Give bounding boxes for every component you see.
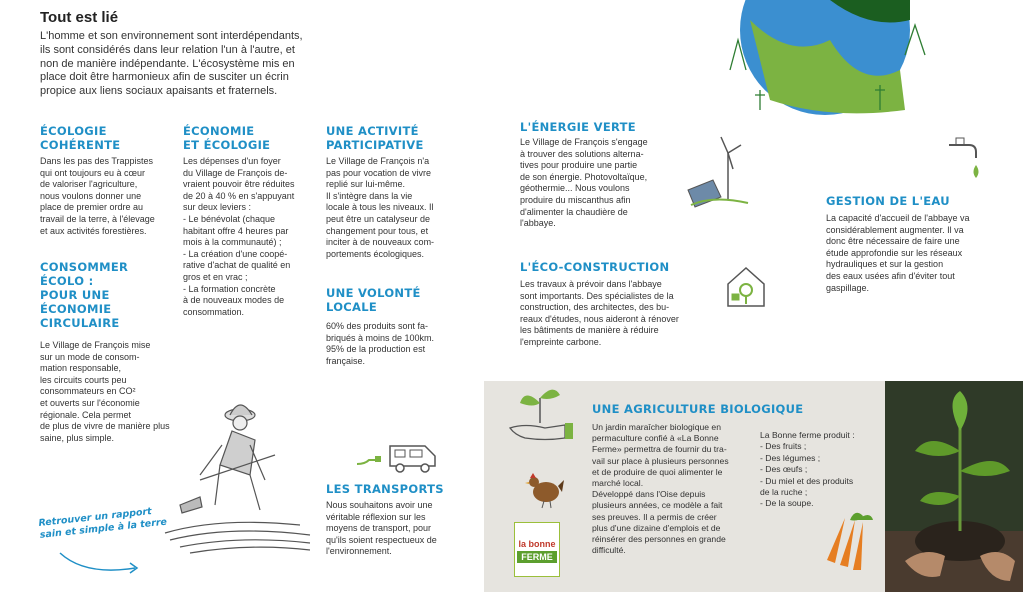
page-title: Tout est lié: [40, 9, 119, 26]
heading-agriculture: UNE AGRICULTURE BIOLOGIQUE: [592, 402, 804, 416]
heading-eco-construction: L'ÉCO-CONSTRUCTION: [520, 260, 670, 274]
heading-energie: L'ÉNERGIE VERTE: [520, 120, 636, 134]
eco-house-icon: [722, 264, 770, 310]
heading-ecologie: ÉCOLOGIE COHÉRENTE: [40, 124, 121, 152]
heading-transports: LES TRANSPORTS: [326, 482, 444, 496]
chicken-icon: [524, 470, 564, 510]
logo-line2: FERME: [517, 551, 557, 563]
text-ecologie: Dans les pas des Trappistes qui ont toujours eu à cœur de valoriser l'agriculture, nous voulons donner une place de premier ordre au travail de la terre, à l'élevage et aux activités forestières.: [40, 156, 155, 236]
heading-consommer: CONSOMMER ÉCOLO : POUR UNE ÉCONOMIE CIRCULAIRE: [40, 260, 129, 330]
intro-text: L'homme et son environnement sont interdépendants, ils sont considérés dans leur relation l'un à l'autre, et non de manière indépendante. L'écosystème mis en place doit être harmonieux afin de susciter un écrin propice aux liens sociaux apaisants et fraternels.: [40, 30, 303, 98]
text-energie: Le Village de François s'engage à trouver des solutions alterna- tives pour produire une partie de son énergie. Photovoltaïque, géothermie... Nous voulons produire du miscanthus afin d'alimenter la chaudière de l'abbaye.: [520, 137, 648, 229]
handwritten-note: Retrouver un rapport sain et simple à la terre: [38, 506, 168, 541]
tomato-plant-icon: [885, 381, 1023, 592]
text-agriculture-right: La Bonne ferme produit : - Des fruits ; - Des légumes ; - Des œufs ; - Du miel et des produits de la ruche ; - De la soupe.: [760, 430, 855, 509]
text-agriculture-left: Un jardin maraîcher biologique en permaculture confié à «La Bonne Ferme» permettra de fournir du tra- vail sur place à plusieurs personnes et de produire de quoi alimenter le marché local. Développé dans l'Oise depuis plusieurs années, ce modèle a fait ses preuves. Il a permis de créer plus d'une dizaine d'emplois et de réinsérer des personnes en grande difficulté.: [592, 422, 729, 556]
plant-photo: [885, 381, 1023, 592]
heading-volonte: UNE VOLONTÉ LOCALE: [326, 286, 421, 314]
farmer-illustration: [160, 385, 315, 555]
text-transports: Nous souhaitons avoir une véritable réflexion sur les moyens de transport, pour qu'ils soient respectueux de l'environnement.: [326, 500, 437, 557]
heading-activite: UNE ACTIVITÉ PARTICIPATIVE: [326, 124, 424, 152]
electric-car-icon: [355, 438, 445, 476]
globe-illustration: [710, 0, 940, 120]
text-consommer: Le Village de François mise sur un mode de consom- mation responsable, les circuits courts peu consommateurs en CO² et ouverts sur l'économie régionale. Cela permet de plus de vivre de manière plus saine, plus simple.: [40, 340, 170, 443]
text-economie: Les dépenses d'un foyer du Village de François de- vraient pouvoir être réduites de 20 à 40 % en s'appuyant sur deux leviers : - Le bénévolat (chaque habitant offre 4 heures par mois à la communauté) ; - La création d'une coopé- rative d'achat de qualité en gros et en vrac ; - La formation concrète à de nouveaux modes de consommation.: [183, 156, 295, 317]
la-bonne-ferme-logo: [514, 522, 560, 577]
text-activite: Le Village de François n'a pas pour vocation de vivre replié sur lui-même. Il s'intègre dans la vie locale à tous les niveaux. Il peut être un catalyseur de changement pour tous, et inciter à de nouveaux com- portements écologiques.: [326, 156, 435, 259]
wind-turbine-icon: [683, 135, 753, 210]
text-eco-construction: Les travaux à prévoir dans l'abbaye sont importants. Des spécialistes de la construction, des architectes, des bu- reaux d'études, nous aideront à rénover les bâtiments de manière à réduire l'empreinte carbone.: [520, 279, 679, 347]
heading-eau: GESTION DE L'EAU: [826, 194, 950, 208]
logo-line1: la bonne: [518, 539, 556, 549]
hand-plant-icon: [505, 383, 580, 448]
heading-economie: ÉCONOMIE ET ÉCOLOGIE: [183, 124, 271, 152]
arrow-icon: [55, 548, 145, 578]
faucet-icon: [944, 130, 984, 185]
text-volonte: 60% des produits sont fa- briqués à moins de 100km. 95% de la production est française.: [326, 321, 435, 366]
text-eau: La capacité d'accueil de l'abbaye va considérablement augmenter. Il va donc être nécessaire de faire une étude approfondie sur les réseaux hydrauliques et sur la gestion des eaux usées afin d'éviter tout gaspillage.: [826, 213, 970, 293]
carrots-icon: [815, 510, 885, 580]
